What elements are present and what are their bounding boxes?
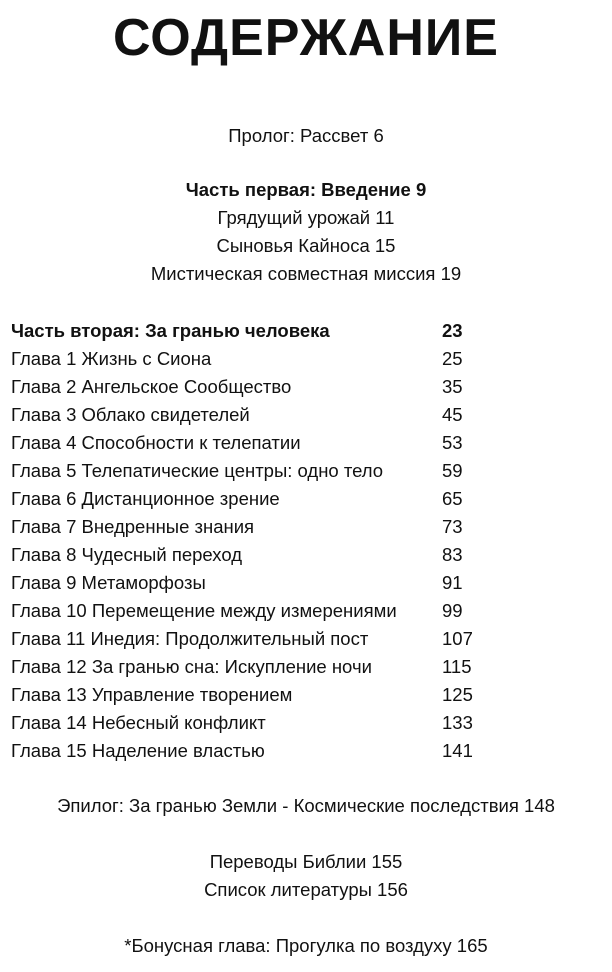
toc-part-one-item: Грядущий урожай 11	[217, 207, 395, 228]
toc-part-two-heading	[11, 317, 571, 345]
toc-entry-title: Глава 15 Наделение властью	[11, 740, 265, 761]
toc-entry-title: Глава 3 Облако свидетелей	[11, 404, 250, 425]
toc-bonus-chapter: *Бонусная глава: Прогулка по воздуху 165	[124, 935, 488, 956]
toc-entry-title: Глава 6 Дистанционное зрение	[11, 488, 280, 509]
toc-entry-page: 59	[442, 460, 463, 481]
toc-entry-page: 99	[442, 600, 463, 621]
toc-entry-page: 141	[442, 740, 473, 761]
toc-entry-page: 83	[442, 544, 463, 565]
toc-back-matter-item: Список литературы 156	[204, 879, 408, 900]
toc-entry-page: 133	[442, 712, 473, 733]
toc-entry-page: 73	[442, 516, 463, 537]
toc-entry-page: 23	[442, 320, 463, 341]
toc-entry-title: Глава 7 Внедренные знания	[11, 516, 255, 537]
toc-entry-page: 125	[442, 684, 473, 705]
toc-part-two-list	[11, 317, 571, 765]
toc-entry-page: 107	[442, 628, 473, 649]
toc-chapter-row	[11, 345, 571, 373]
page-title: СОДЕРЖАНИЕ	[113, 9, 499, 67]
toc-entry-page: 25	[442, 348, 463, 369]
toc-entry-title: Глава 14 Небесный конфликт	[11, 712, 266, 733]
toc-chapter-row	[11, 429, 571, 457]
toc-entry-title: Глава 5 Телепатические центры: одно тело	[11, 460, 384, 481]
toc-entry-title: Глава 13 Управление творением	[11, 684, 293, 705]
toc-chapter-row	[11, 401, 571, 429]
toc-chapter-row	[11, 597, 571, 625]
toc-chapter-row	[11, 681, 571, 709]
toc-epilogue: Эпилог: За гранью Земли - Космические последствия 148	[57, 795, 555, 816]
toc-entry-title: Часть вторая: За гранью человека	[11, 320, 330, 341]
toc-back-matter-item: Переводы Библии 155	[209, 851, 403, 872]
toc-chapter-row	[11, 373, 571, 401]
toc-part-one-item: Сыновья Кайноса 15	[216, 235, 396, 256]
toc-part-one-heading: Часть первая: Введение 9	[185, 179, 427, 200]
toc-entry-title: Глава 9 Метаморфозы	[11, 572, 206, 593]
toc-chapter-row	[11, 541, 571, 569]
toc-entry-title: Глава 12 За гранью сна: Искупление ночи	[11, 656, 372, 677]
toc-chapter-row	[11, 737, 571, 765]
toc-entry-page: 65	[442, 488, 463, 509]
toc-entry-title: Глава 2 Ангельское Сообщество	[11, 376, 292, 397]
toc-entry-page: 45	[442, 404, 463, 425]
toc-chapter-row	[11, 625, 571, 653]
toc-entry-title: Глава 4 Способности к телепатии	[11, 432, 301, 453]
toc-part-one-item: Мистическая совместная миссия 19	[150, 263, 462, 284]
toc-entry-title: Глава 8 Чудесный переход	[11, 544, 243, 565]
toc-chapter-row	[11, 653, 571, 681]
toc-entry-page: 91	[442, 572, 463, 593]
toc-chapter-row	[11, 709, 571, 737]
toc-entry-title: Глава 10 Перемещение между измерениями	[11, 600, 397, 621]
toc-entry-title: Глава 1 Жизнь с Сиона	[11, 348, 212, 369]
toc-entry-page: 53	[442, 432, 463, 453]
toc-prologue: Пролог: Рассвет 6	[228, 125, 384, 146]
toc-entry-page: 35	[442, 376, 463, 397]
toc-chapter-row	[11, 513, 571, 541]
toc-chapter-row	[11, 569, 571, 597]
toc-chapter-row	[11, 485, 571, 513]
toc-entry-page: 115	[442, 656, 472, 677]
toc-entry-title: Глава 11 Инедия: Продолжительный пост	[11, 628, 369, 649]
toc-chapter-row	[11, 457, 571, 485]
